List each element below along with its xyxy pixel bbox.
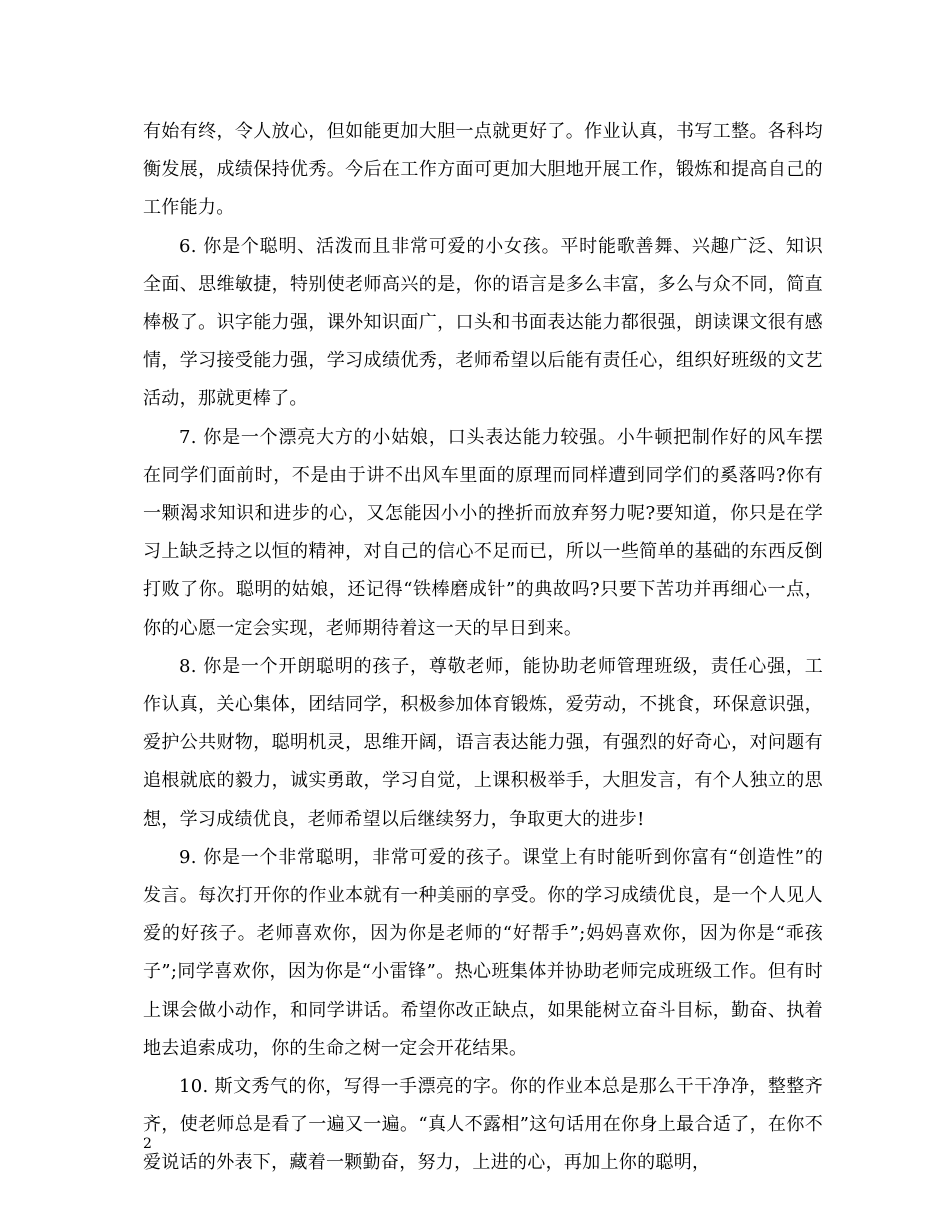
paragraph-7: 7. 你是一个漂亮大方的小姑娘，口头表达能力较强。小牛顿把制作好的风车摆在同学们面前时，不是由于讲不出风车里面的原理而同样遭到同学们的奚落吗?你有一颗渴求知识和进步的心，又怎能因小小的挫折而放弃努力呢?要知道，你只是在学习上缺乏持之以恒的精神，对自己的信心不足而已，所以一些简单的基础的东西反倒打败了你。聪明的姑娘，还记得“铁棒磨成针”的典故吗?只要下苦功并再细心一点，你的心愿一定会实现，老师期待着这一天的早日到来。 — [143, 426, 823, 639]
paragraph-10: 10. 斯文秀气的你，写得一手漂亮的字。你的作业本总是那么干干净净，整整齐齐，使老师总是看了一遍又一遍。“真人不露相”这句话用在你身上最合适了，在你不爱说话的外表下，藏着一颗勤奋，努力，上进的心，再加上你的聪明， — [143, 1076, 823, 1174]
body-text — [143, 113, 823, 1183]
page-number: 2 — [143, 1136, 152, 1152]
paragraph-6: 6. 你是个聪明、活泼而且非常可爱的小女孩。平时能歌善舞、兴趣广泛、知识全面、思维敏捷，特别使老师高兴的是，你的语言是多么丰富，多么与众不同，简直棒极了。识字能力强，课外知识面广，口头和书面表达能力都很强，朗读课文很有感情，学习接受能力强，学习成绩优秀，老师希望以后能有责任心，组织好班级的文艺活动，那就更棒了。 — [143, 235, 823, 410]
paragraph-continued: 有始有终，令人放心，但如能更加大胆一点就更好了。作业认真，书写工整。各科均衡发展，成绩保持优秀。今后在工作方面可更加大胆地开展工作，锻炼和提高自己的工作能力。 — [143, 121, 823, 219]
paragraph-8: 8. 你是一个开朗聪明的孩子，尊敬老师，能协助老师管理班级，责任心强，工作认真，关心集体，团结同学，积极参加体育锻炼，爱劳动，不挑食，环保意识强，爱护公共财物，聪明机灵，思维开阔，语言表达能力强，有强烈的好奇心，对问题有追根就底的毅力，诚实勇敢，学习自觉，上课积极举手，大胆发言，有个人独立的思想，学习成绩优良，老师希望以后继续努力，争取更大的进步! — [143, 655, 823, 830]
paragraph-9: 9. 你是一个非常聪明，非常可爱的孩子。课堂上有时能听到你富有“创造性”的发言。每次打开你的作业本就有一种美丽的享受。你的学习成绩优良，是一个人见人爱的好孩子。老师喜欢你，因为你是老师的“好帮手”;妈妈喜欢你，因为你是“乖孩子”;同学喜欢你，因为你是“小雷锋”。热心班集体并协助老师完成班级工作。但有时上课会做小动作，和同学讲话。希望你改正缺点，如果能树立奋斗目标，勤奋、执着地去追索成功，你的生命之树一定会开花结果。 — [143, 846, 823, 1059]
